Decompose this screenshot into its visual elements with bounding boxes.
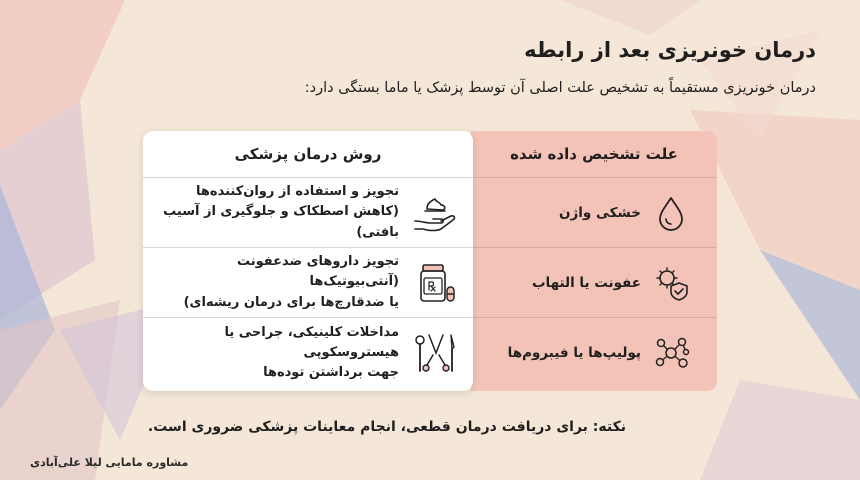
cause-label: پولیپ‌ها یا فیبروم‌ها: [507, 345, 641, 361]
method-description: [143, 252, 399, 312]
method-description: [143, 182, 399, 242]
virus-shield-icon: [651, 263, 691, 303]
method-row-surgery: [143, 318, 473, 388]
polyp-cells-icon: [651, 333, 691, 373]
footnote: نکته: برای دریافت درمان قطعی، انجام معاینات پزشکی ضروری است.: [147, 419, 626, 435]
cause-column: [471, 131, 717, 391]
cause-label: خشکی واژن: [559, 204, 641, 221]
method-line: یا ضدقارچ‌ها برای درمان ریشه‌ای): [183, 294, 399, 310]
method-line: تجویز داروهای ضدعفونت (آنتی‌بیوتیک‌ها: [236, 254, 399, 290]
hand-cream-icon: [411, 191, 459, 235]
method-line: مداخلات کلینیکی، جراحی یا هیستروسکوپی: [224, 324, 399, 360]
water-drop-icon: [651, 193, 691, 233]
surgical-tools-icon: [411, 331, 459, 375]
cause-row-polyps: [471, 318, 717, 388]
cause-label: عفونت یا التهاب: [531, 274, 641, 291]
author-credit: مشاوره مامایی لیلا علی‌آبادی: [30, 456, 189, 469]
method-description: [143, 323, 399, 383]
method-line: جهت برداشتن توده‌ها: [263, 365, 399, 381]
cause-row-dryness: [471, 178, 717, 248]
medicine-bottle-icon: [411, 261, 459, 305]
method-line: تجویز و استفاده از روان‌کننده‌ها: [196, 184, 399, 200]
page-subtitle: درمان خونریزی مستقیماً به تشخیص علت اصلی آن توسط پزشک یا ماما بستگی دارد:: [304, 80, 816, 96]
method-row-antibiotics: [143, 248, 473, 318]
cause-row-infection: [471, 248, 717, 318]
method-row-lubricant: [143, 178, 473, 248]
method-line: (کاهش اصطکاک و جلوگیری از آسیب بافتی): [163, 204, 399, 240]
cause-column-header: علت تشخیص داده شده: [471, 131, 717, 178]
method-column: [143, 131, 473, 391]
method-column-header: روش درمان پزشکی: [143, 131, 473, 178]
page-title: درمان خونریزی بعد از رابطه: [524, 38, 816, 62]
treatment-table: [143, 131, 717, 391]
